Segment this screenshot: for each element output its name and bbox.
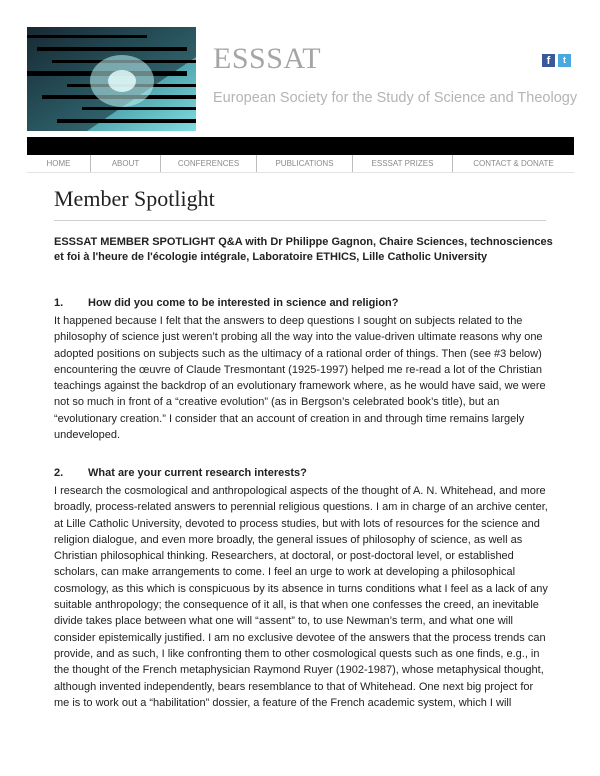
question-text: What are your current research interests? (88, 467, 307, 479)
question-text: How did you come to be interested in science and religion? (88, 297, 399, 309)
question-1 (54, 297, 399, 309)
nav-home[interactable]: HOME (27, 155, 91, 172)
nav-publications[interactable]: PUBLICATIONS (257, 155, 353, 172)
page-title: Member Spotlight (54, 186, 215, 211)
social-links (542, 54, 571, 67)
spotlight-intro: ESSSAT MEMBER SPOTLIGHT Q&A with Dr Philippe Gagnon, Chaire Sciences, technosciences et foi à l'heure de l'écologie intégrale, Laboratoire ETHICS, Lille Catholic University (54, 236, 553, 263)
main-nav (27, 155, 574, 173)
esssat-logo[interactable] (27, 27, 196, 131)
question-number: 2. (54, 467, 64, 479)
nav-conferences[interactable]: CONFERENCES (161, 155, 257, 172)
facebook-icon[interactable]: f (542, 54, 555, 67)
header-bar (27, 137, 574, 155)
answer-2: I research the cosmological and anthropological aspects of the thought of A. N. Whitehead, and more broadly, process-related answers to perennial religious questions. I am in charge of an archive center, at Lille Catholic University, devoted to process studies, but with lots of resources for the science and religion dialogue, and even more broadly, the general issues of philosophy of science, as well as Christian philosophical thinking. Researchers, at doctoral, or post-doctoral level, or established scholars, can make arrangements to come. I feel an urge to work at developing a philosophical cosmology, as this which is conspicuous by its absence in turns conditions what I feel as a lack of any suitable anthropology; the consequence of it all, is that when one confesses the creed, an inevitable divide takes place between what one will “assent” to, to use Newman’s term, and what one will consider epistemically justified. I am no exclusive devotee of the answers that the process trends can provide, and as such, I like confronting them to other cosmological quests such as one finds, e.g., in the thought of the French metaphysician Raymond Ruyer (1902-1987), whose metaphysical thought, although invented independently, bears resemblance to that of Whitehead. One next big project for me is to work out a “habilitation” dossier, a feature of the French academic system, which I will (54, 485, 548, 709)
title-divider (54, 220, 546, 221)
question-2 (54, 467, 307, 479)
twitter-icon[interactable]: t (558, 54, 571, 67)
nav-contact-donate[interactable]: CONTACT & DONATE (473, 159, 554, 168)
question-number: 1. (54, 297, 64, 309)
answer-1: It happened because I felt that the answers to deep questions I sought on subjects related to the philosophy of science just weren’t probing all the way into the value-driven ultimate reasons why one adopted positions on subjects such as the ultimacy of a rational order of things. Then (see #3 below) encountering the œuvre of Claude Tresmontant (1925-1997) helped me re-read a lot of the Christian teachings against the backdrop of an evolutionary framework where, as he would have said, we were not so much in front of a “creative evolution” (as in Bergson’s celebrated book’s title), but an “evolutionary creation.” I consider that an account of creation in and through time remains largely undeveloped. (54, 315, 546, 442)
nav-esssat-prizes[interactable]: ESSSAT PRIZES (353, 155, 453, 172)
nav-about[interactable]: ABOUT (91, 155, 161, 172)
site-title[interactable]: ESSSAT (213, 42, 322, 75)
site-subtitle: European Society for the Study of Science and Theology (213, 90, 578, 106)
